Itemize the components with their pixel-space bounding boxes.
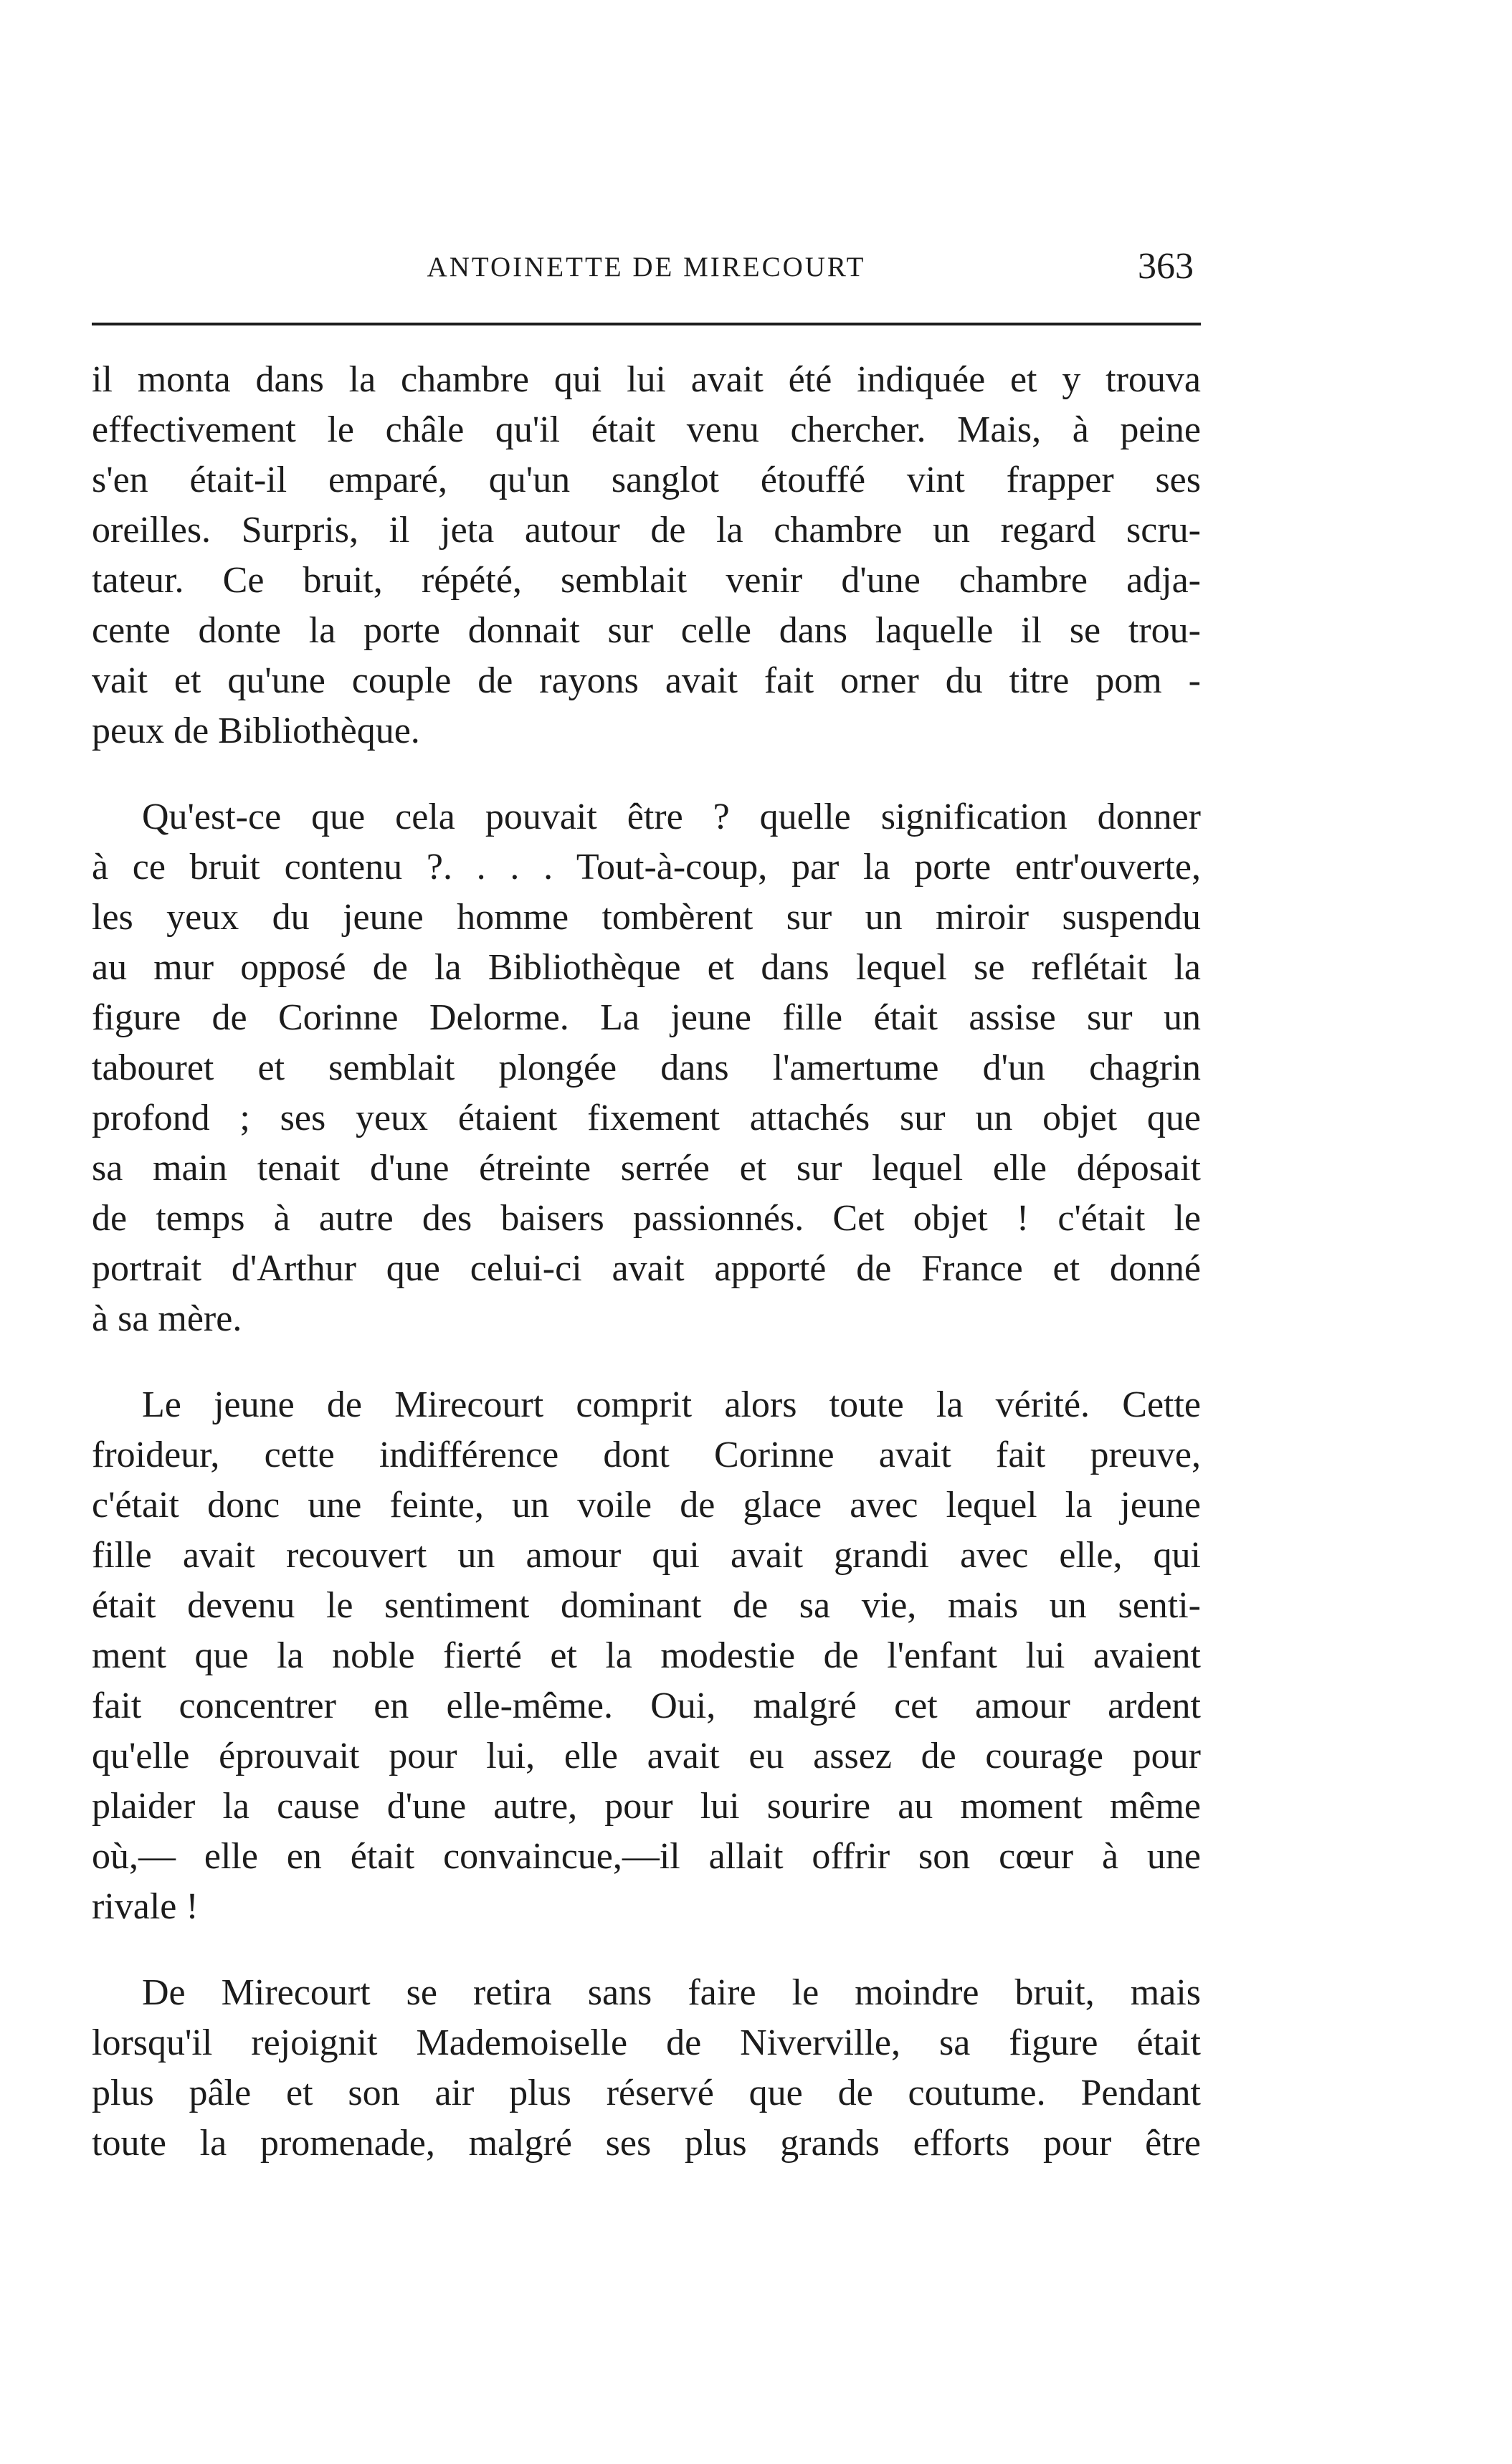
body-text bbox=[92, 355, 1201, 2204]
paragraph-4 bbox=[92, 1968, 1201, 2169]
text-line: il monta dans la chambre qui lui avait été indiquée et y trouva bbox=[92, 359, 1201, 400]
text-line: oreilles. Surpris, il jeta autour de la chambre un regard scru- bbox=[92, 510, 1201, 551]
text-line: sa main tenait d'une étreinte serrée et sur lequel elle déposait bbox=[92, 1148, 1201, 1189]
text-line: effectivement le châle qu'il était venu chercher. Mais, à peine bbox=[92, 409, 1201, 450]
text-line: qu'elle éprouvait pour lui, elle avait eu assez de courage pour bbox=[92, 1736, 1201, 1776]
text-line: s'en était-il emparé, qu'un sanglot étouffé vint frapper ses bbox=[92, 460, 1201, 500]
text-line: plaider la cause d'une autre, pour lui sourire au moment même bbox=[92, 1786, 1201, 1827]
text-line: Le jeune de Mirecourt comprit alors toute la vérité. Cette bbox=[142, 1384, 1201, 1425]
text-line: portrait d'Arthur que celui-ci avait apporté de France et donné bbox=[92, 1248, 1201, 1289]
text-line: figure de Corinne Delorme. La jeune fille était assise sur un bbox=[92, 997, 1201, 1038]
paragraph-1 bbox=[92, 355, 1201, 756]
text-line: vait et qu'une couple de rayons avait fait orner du titre pom - bbox=[92, 660, 1201, 701]
text-line: de temps à autre des baisers passionnés. Cet objet ! c'était le bbox=[92, 1198, 1201, 1239]
text-line: était devenu le sentiment dominant de sa vie, mais un senti- bbox=[92, 1585, 1201, 1626]
header-rule bbox=[92, 323, 1201, 325]
paragraph-3 bbox=[92, 1380, 1201, 1932]
text-line: tabouret et semblait plongée dans l'amertume d'un chagrin bbox=[92, 1047, 1201, 1088]
text-line: cente donte la porte donnait sur celle dans laquelle il se trou- bbox=[92, 610, 1201, 651]
running-title: ANTOINETTE DE MIRECOURT bbox=[427, 252, 866, 282]
text-line: rivale ! bbox=[92, 1886, 199, 1927]
text-line: à ce bruit contenu ?. . . . Tout-à-coup, par la porte entr'ouverte, bbox=[92, 847, 1201, 888]
page-number: 363 bbox=[1138, 246, 1194, 287]
text-line: à sa mère. bbox=[92, 1298, 242, 1339]
text-line: où,— elle en était convaincue,—il allait offrir son cœur à une bbox=[92, 1836, 1201, 1877]
text-line: lorsqu'il rejoignit Mademoiselle de Niverville, sa figure était bbox=[92, 2022, 1201, 2063]
paragraph-2 bbox=[92, 792, 1201, 1344]
text-line: profond ; ses yeux étaient fixement attachés sur un objet que bbox=[92, 1098, 1201, 1138]
text-line: au mur opposé de la Bibliothèque et dans lequel se reflétait la bbox=[92, 947, 1201, 988]
text-line: toute la promenade, malgré ses plus grands efforts pour être bbox=[92, 2123, 1201, 2164]
running-head bbox=[92, 244, 1201, 294]
text-line: fait concentrer en elle-même. Oui, malgré cet amour ardent bbox=[92, 1685, 1201, 1726]
text-line: Qu'est-ce que cela pouvait être ? quelle signification donner bbox=[142, 796, 1201, 837]
text-line: plus pâle et son air plus réservé que de coutume. Pendant bbox=[92, 2073, 1201, 2113]
text-line: froideur, cette indifférence dont Corinne avait fait preuve, bbox=[92, 1435, 1201, 1475]
text-line: c'était donc une feinte, un voile de glace avec lequel la jeune bbox=[92, 1485, 1201, 1526]
text-line: ment que la noble fierté et la modestie de l'enfant lui avaient bbox=[92, 1635, 1201, 1676]
text-line: peux de Bibliothèque. bbox=[92, 710, 420, 751]
text-line: fille avait recouvert un amour qui avait grandi avec elle, qui bbox=[92, 1535, 1201, 1576]
text-line: tateur. Ce bruit, répété, semblait venir d'une chambre adja- bbox=[92, 560, 1201, 601]
text-line: les yeux du jeune homme tombèrent sur un miroir suspendu bbox=[92, 897, 1201, 938]
text-line: De Mirecourt se retira sans faire le moindre bruit, mais bbox=[142, 1972, 1201, 2013]
